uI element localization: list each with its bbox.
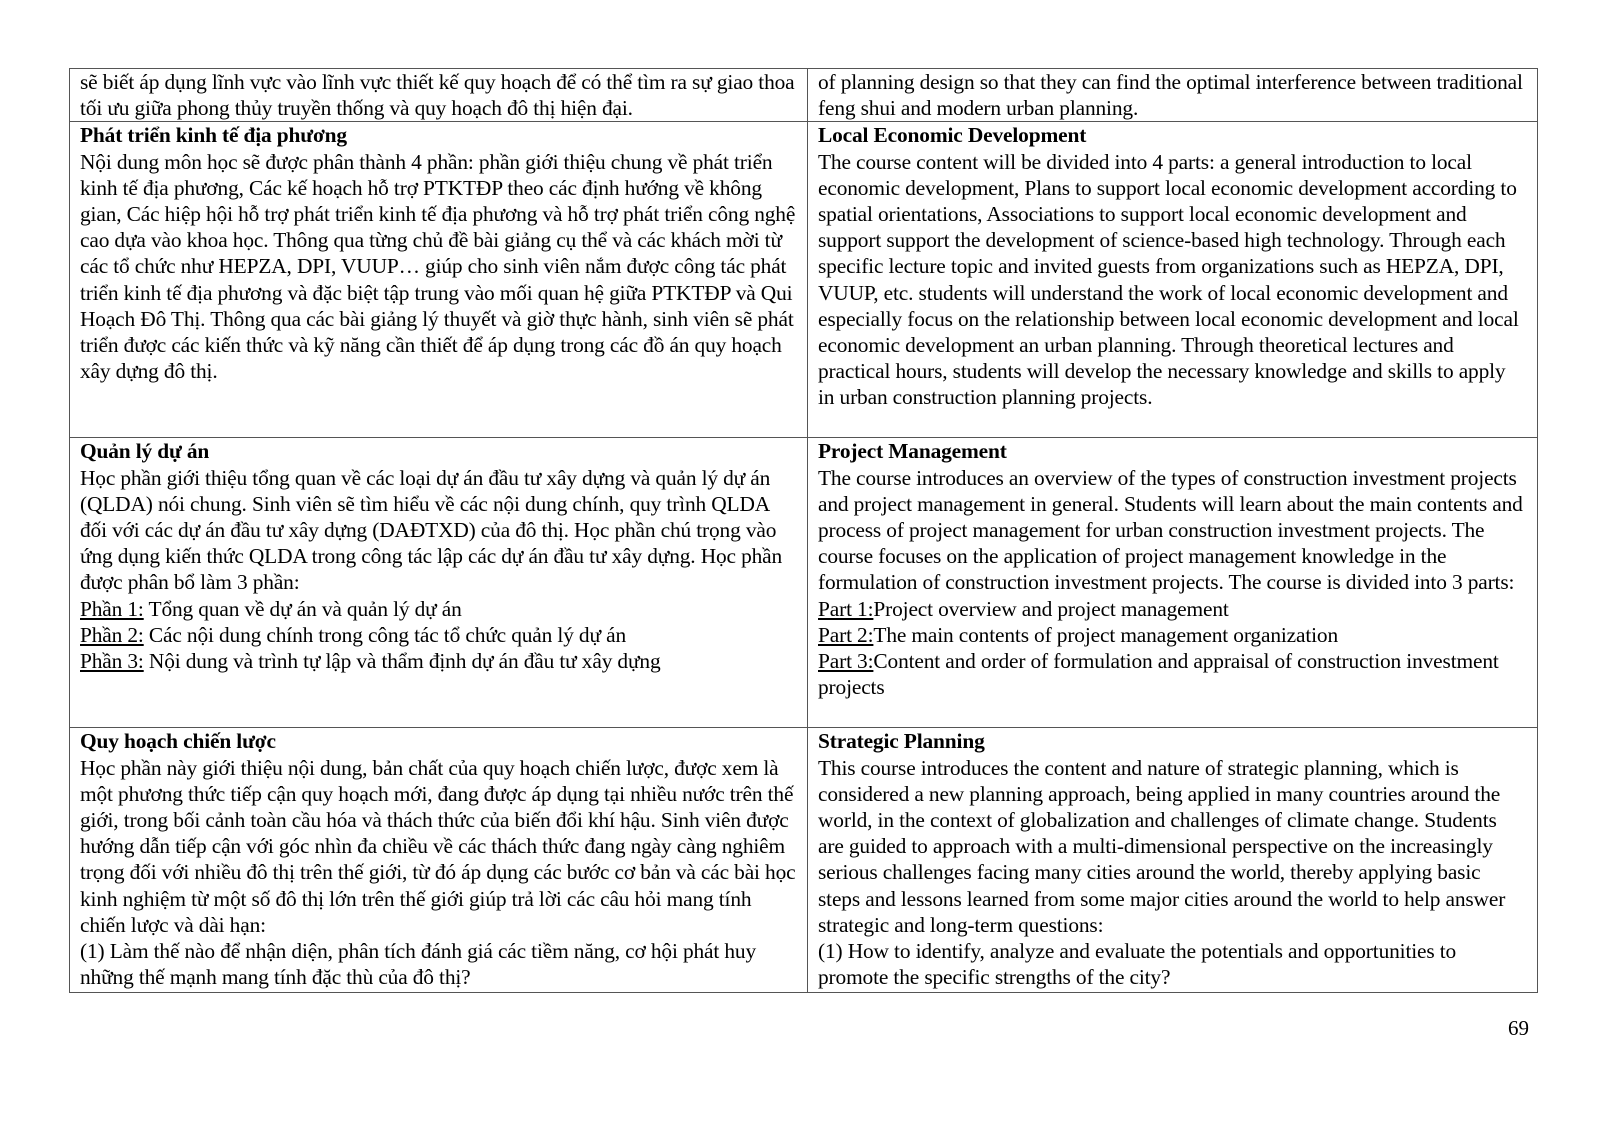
course-part-label: Phần 1: — [80, 596, 144, 621]
course-description-en: This course introduces the content and nature of strategic planning, which is considered a new planning approach, being applied in many countries around the world, in the context of globalization and challenges of climate change. Students are guided to approach with a multi-dimensional perspective on the increasingly serious challenges facing many cities around the world, thereby applying basic steps and lessons learned from some major cities around the world to help answer strategic and long-term questions: — [818, 755, 1506, 937]
cell-vietnamese — [70, 728, 808, 993]
cell-english — [808, 728, 1538, 993]
table-row — [70, 69, 1538, 122]
course-title-vi: Quản lý dự án — [80, 439, 210, 464]
course-part-item — [80, 622, 797, 648]
course-part-text: Các nội dung chính trong công tác tổ chức quản lý dự án — [143, 622, 627, 647]
cell-vietnamese — [70, 122, 808, 438]
course-part-label: Phần 2: — [80, 622, 144, 647]
bilingual-course-table — [69, 68, 1538, 993]
course-part-text: Project overview and project management — [873, 596, 1229, 621]
course-part-text: The main contents of project management organization — [873, 622, 1339, 647]
course-question-en: (1) How to identify, analyze and evaluate the potentials and opportunities to promote the specific strengths of the city? — [818, 939, 1457, 990]
course-part-text: Tổng quan về dự án và quản lý dự án — [143, 596, 462, 621]
course-part-item — [80, 648, 797, 674]
cell-vietnamese — [70, 438, 808, 728]
course-description-vi: sẽ biết áp dụng lĩnh vực vào lĩnh vực thiết kế quy hoạch để có thể tìm ra sự giao thoa tối ưu giữa phong thủy truyền thống và quy hoạch đô thị hiện đại. — [80, 70, 795, 121]
course-part-text: Nội dung và trình tự lập và thẩm định dự án đầu tư xây dựng — [143, 649, 661, 674]
table-row — [70, 728, 1538, 993]
course-question-vi: (1) Làm thế nào để nhận diện, phân tích đánh giá các tiềm năng, cơ hội phát huy những thế mạnh mang tính đặc thù của đô thị? — [80, 939, 757, 990]
table-row — [70, 122, 1538, 438]
course-description-vi: Học phần này giới thiệu nội dung, bản chất của quy hoạch chiến lược, được xem là một phương thức tiếp cận quy hoạch mới, đang được áp dụng tại nhiều nước trên thế giới, trong bối cảnh toàn cầu hóa và thách thức của biến đổi khí hậu. Sinh viên được hướng dẫn tiếp cận với góc nhìn đa chiều về các thách thức đang ngày càng nghiêm trọng đối với nhiều đô thị trên thế giới, từ đó áp dụng các bước cơ bản và các bài học kinh nghiệm từ một số đô thị lớn trên thế giới giúp trả lời các câu hỏi mang tính chiến lược và dài hạn: — [80, 755, 796, 937]
course-part-item — [80, 596, 797, 622]
cell-vietnamese — [70, 69, 808, 122]
course-description-en: of planning design so that they can find the optimal interference between traditional feng shui and modern urban planning. — [818, 70, 1523, 121]
course-part-item — [818, 648, 1527, 700]
course-part-label: Phần 3: — [80, 649, 144, 674]
course-title-vi: Phát triển kinh tế địa phương — [80, 123, 347, 148]
course-description-en: The course introduces an overview of the types of construction investment projects and project management in general. Students will learn about the main contents and process of project management for urban construction investment projects. The course focuses on the application of project management knowledge in the formulation of construction investment projects. The course is divided into 3 parts: — [818, 465, 1523, 595]
course-description-vi: Nội dung môn học sẽ được phân thành 4 phần: phần giới thiệu chung về phát triển kinh tế địa phương, Các kế hoạch hỗ trợ PTKTĐP theo các định hướng về không gian, Các hiệp hội hỗ trợ phát triển kinh tế địa phương và hỗ trợ phát triển công nghệ cao dựa vào khoa học. Thông qua từng chủ đề bài giảng cụ thể và các khách mời từ các tổ chức như HEPZA, DPI, VUUP… giúp cho sinh viên nắm được công tác phát triển kinh tế địa phương và đặc biệt tập trung vào mối quan hệ giữa PTKTĐP và Qui Hoạch Đô Thị. Thông qua các bài giảng lý thuyết và giờ thực hành, sinh viên sẽ phát triển được các kiến thức và kỹ năng cần thiết để áp dụng trong các đồ án quy hoạch xây dựng đô thị. — [80, 149, 796, 384]
cell-english — [808, 122, 1538, 438]
course-part-label: Part 1: — [818, 596, 874, 621]
course-description-en: The course content will be divided into 4 parts: a general introduction to local economic development, Plans to support local economic development according to spatial orientations, Associations to support local economic development and support support the development of science-based high technology. Through each specific lecture topic and invited guests from organizations such as HEPZA, DPI, VUUP, etc. students will understand the work of local economic development and especially focus on the relationship between local economic development and local economic development an urban planning. Through theoretical lectures and practical hours, students will develop the necessary knowledge and skills to apply in urban construction planning projects. — [818, 149, 1519, 410]
course-description-vi: Học phần giới thiệu tổng quan về các loại dự án đầu tư xây dựng và quản lý dự án (QLDA) nói chung. Sinh viên sẽ tìm hiểu về các nội dung chính, quy trình QLDA đối với các dự án đầu tư xây dựng (DAĐTXD) của đô thị. Học phần chú trọng vào ứng dụng kiến thức QLDA trong công tác lập các dự án đầu tư xây dựng. Học phần được phân bổ làm 3 phần: — [80, 465, 783, 595]
course-title-en: Strategic Planning — [818, 729, 985, 754]
course-part-label: Part 2: — [818, 622, 874, 647]
course-title-vi: Quy hoạch chiến lược — [80, 729, 276, 754]
course-part-text: Content and order of formulation and appraisal of construction investment projects — [818, 649, 1499, 700]
table-row — [70, 438, 1538, 728]
course-title-en: Local Economic Development — [818, 123, 1087, 148]
course-title-en: Project Management — [818, 439, 1007, 464]
cell-english — [808, 438, 1538, 728]
course-part-item — [818, 596, 1527, 622]
cell-english — [808, 69, 1538, 122]
course-part-label: Part 3: — [818, 649, 874, 674]
course-part-item — [818, 622, 1527, 648]
page-number: 69 — [1508, 1016, 1529, 1040]
